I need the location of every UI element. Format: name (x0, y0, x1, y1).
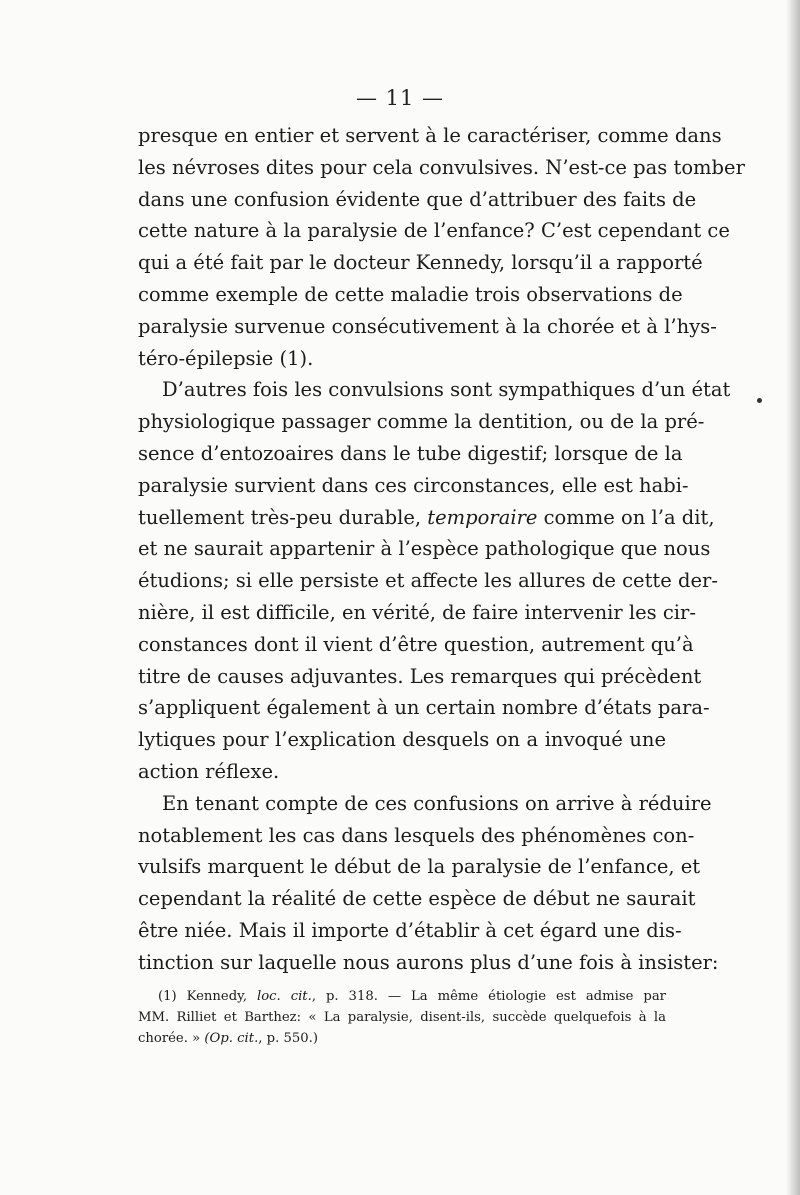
page-number: — 11 — (355, 86, 445, 110)
footnote (138, 986, 666, 1049)
text-line: notablement les cas dans lesquels des phénomènes con- (138, 823, 695, 847)
text-line: les névroses dites pour cela convulsives. N’est-ce pas tomber (138, 155, 745, 179)
footnote-line (138, 986, 666, 1007)
text-line: paralysie survient dans ces circonstances, elle est habi- (138, 473, 689, 497)
text-segment: comme on l’a dit, (537, 505, 715, 529)
footnote-segment: , p. 318. — La même étiologie est admise par (311, 989, 666, 1004)
footnote-segment: chorée. » (138, 1031, 205, 1046)
text-line: constances dont il vient d’être question, autrement qu’à (138, 632, 694, 656)
text-line: s’appliquent également à un certain nombre d’états para- (138, 696, 710, 720)
text-line: titre de causes adjuvantes. Les remarques qui précèdent (138, 664, 702, 688)
body-text (138, 120, 745, 979)
text-line: cependant la réalité de cette espèce de début ne saurait (138, 887, 696, 911)
text-line: nière, il est difficile, en vérité, de faire intervenir les cir- (138, 600, 696, 624)
text-line: téro-épilepsie (1). (138, 346, 314, 370)
text-line: action réflexe. (138, 759, 280, 783)
text-line: En tenant compte de ces confusions on arrive à réduire (162, 791, 712, 815)
text-line: lytiques pour l’explication desquels on a invoqué une (138, 728, 666, 752)
text-line: dans une confusion évidente que d’attribuer des faits de (138, 187, 697, 211)
text-line: tinction sur laquelle nous aurons plus d’une fois à insister: (138, 950, 719, 974)
footnote-line (138, 1028, 666, 1049)
text-line: vulsifs marquent le début de la paralysie de l’enfance, et (138, 855, 701, 879)
text-line: qui a été fait par le docteur Kennedy, lorsqu’il a rapporté (138, 251, 703, 275)
text-line: et ne saurait appartenir à l’espèce pathologique que nous (138, 537, 711, 561)
footnote-segment: (1) Kennedy, (158, 989, 258, 1004)
footnote-segment: , p. 550.) (258, 1031, 318, 1046)
text-line: être niée. Mais il importe d’établir à cet égard une dis- (138, 918, 682, 942)
text-line: presque en entier et servent à le caractériser, comme dans (138, 124, 722, 147)
text-line: paralysie survenue consécutivement à la chorée et à l’hys- (138, 314, 717, 338)
emphasis-temporaire: temporaire (427, 505, 538, 529)
ink-speck (757, 398, 762, 403)
footnote-emphasis: (Op. cit. (204, 1031, 259, 1046)
footnote-emphasis: loc. cit. (257, 989, 312, 1004)
text-line: physiologique passager comme la dentition, ou de la pré- (138, 410, 705, 434)
text-line: D’autres fois les convulsions sont sympathiques d’un état (162, 378, 731, 402)
text-line-with-emphasis (138, 502, 715, 534)
text-line: sence d’entozoaires dans le tube digestif; lorsque de la (138, 441, 683, 465)
text-line: comme exemple de cette maladie trois observations de (138, 282, 683, 306)
text-line: étudions; si elle persiste et affecte les allures de cette der- (138, 569, 718, 593)
footnote-line: MM. Rilliet et Barthez: « La paralysie, disent-ils, succède quelquefois à la (138, 1010, 666, 1025)
text-line: cette nature à la paralysie de l’enfance? C’est cependant ce (138, 219, 730, 243)
page-edge-shadow (786, 0, 800, 1195)
text-segment: tuellement très-peu durable, (138, 505, 428, 529)
